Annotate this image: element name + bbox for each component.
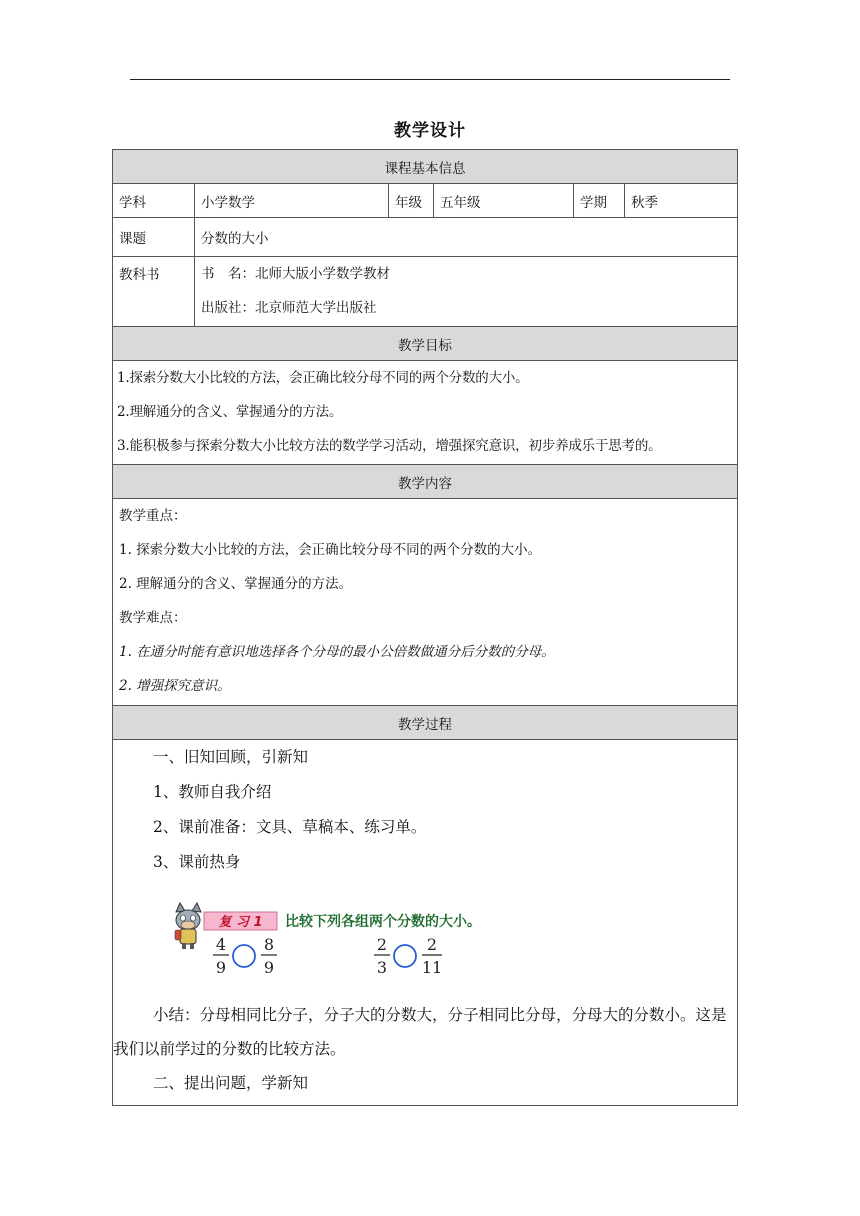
difficult-point-item: 1. 在通分时能有意识地选择各个分母的最小公倍数做通分后分数的分母。 (119, 644, 555, 660)
fraction-denominator: 3 (376, 958, 388, 977)
difficult-points-label: 教学难点： (119, 610, 187, 626)
objective-item: 1.探索分数大小比较的方法，会正确比较分母不同的两个分数的大小。 (117, 370, 529, 386)
key-point-item: 1. 探索分数大小比较的方法，会正确比较分母不同的两个分数的大小。 (119, 542, 542, 558)
review-illustration (113, 880, 736, 998)
fraction-numerator: 8 (263, 935, 275, 954)
fraction-denominator: 9 (215, 958, 227, 977)
review-exercise (113, 880, 737, 998)
objectives-body (113, 361, 738, 465)
grade-value: 五年级 (434, 184, 574, 218)
textbook-name: 书 名：北师大版小学数学教材 (201, 266, 390, 282)
textbook-label: 教科书 (113, 257, 195, 327)
textbook-value (195, 257, 738, 327)
topic-value: 分数的大小 (195, 218, 738, 257)
fraction-pair-2 (374, 935, 442, 977)
process-header: 教学过程 (113, 706, 738, 740)
review-prompt: 比较下列各组两个分数的大小。 (285, 914, 481, 930)
content-body (113, 499, 738, 706)
review-badge-text: 复 习 1 (218, 915, 263, 930)
textbook-publisher: 出版社：北京师范大学出版社 (201, 300, 377, 316)
mascot-icon (175, 903, 201, 949)
grade-label: 年级 (389, 184, 434, 218)
process-line: 二、提出问题，学新知 (153, 1074, 309, 1092)
fraction-numerator: 2 (426, 935, 438, 954)
fraction-denominator: 9 (263, 958, 275, 977)
process-body (113, 740, 738, 1106)
fraction-pair-1 (213, 935, 277, 977)
subject-value: 小学数学 (195, 184, 389, 218)
process-line: 3、课前热身 (153, 853, 241, 871)
subject-label: 学科 (113, 184, 195, 218)
document-title: 教学设计 (394, 121, 466, 141)
fraction-numerator: 2 (376, 935, 388, 954)
content-header: 教学内容 (113, 465, 738, 499)
key-points-label: 教学重点： (119, 508, 187, 524)
key-point-item: 2. 理解通分的含义、掌握通分的方法。 (119, 576, 353, 592)
process-line: 一、旧知回顾，引新知 (153, 748, 309, 766)
term-value: 秋季 (625, 184, 738, 218)
objective-item: 2.理解通分的含义、掌握通分的方法。 (117, 404, 343, 420)
compare-circle[interactable] (233, 945, 255, 967)
review-badge (204, 912, 277, 930)
compare-circle[interactable] (394, 945, 416, 967)
lesson-plan-table (112, 149, 738, 1106)
process-line: 1、教师自我介绍 (153, 783, 272, 801)
difficult-point-item: 2. 增强探究意识。 (119, 678, 231, 694)
term-label: 学期 (574, 184, 625, 218)
header-rule (130, 79, 730, 80)
fraction-numerator: 4 (215, 935, 227, 954)
objectives-header: 教学目标 (113, 327, 738, 361)
process-line: 2、课前准备：文具、草稿本、练习单。 (153, 818, 427, 836)
objective-item: 3.能积极参与探索分数大小比较方法的数学学习活动，增强探究意识，初步养成乐于思考的。 (117, 438, 662, 454)
summary-paragraph: 小结：分母相同比分子，分子大的分数大，分子相同比分母，分母大的分数小。这是我们以前学过的分数的比较方法。 (113, 1006, 727, 1058)
basic-info-header: 课程基本信息 (113, 150, 738, 184)
topic-label: 课题 (113, 218, 195, 257)
fraction-denominator: 11 (421, 958, 443, 977)
